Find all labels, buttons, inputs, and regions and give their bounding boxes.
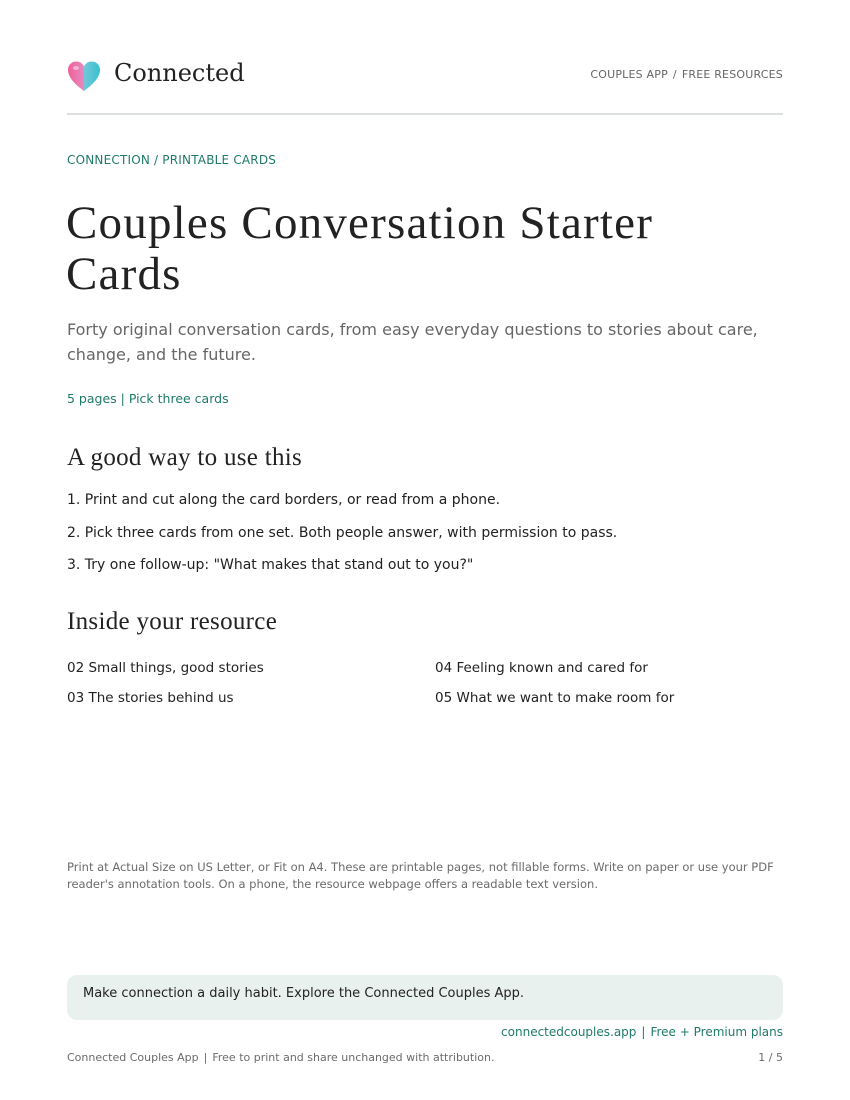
title-line-1: Couples Conversation Starter: [66, 197, 654, 249]
print-note: Print at Actual Size on US Letter, or Fit on A4. These are printable pages, not fillable forms. Write on paper or use your PDF reader's annotation tools. On a phone, the resource webpage offers a readable text version.: [67, 860, 774, 891]
app-cta-banner[interactable]: [67, 975, 783, 1020]
footer-license: Free to print and share unchanged with attribution.: [212, 1051, 495, 1064]
footer-attribution: [67, 1051, 494, 1064]
footer-separator: |: [203, 1051, 208, 1064]
nav-free-resources[interactable]: FREE RESOURCES: [681, 68, 783, 81]
plans-link[interactable]: Free + Premium plans: [650, 1025, 783, 1039]
contents-heading: Inside your resource: [67, 608, 278, 635]
page-subtitle: Forty original conversation cards, from easy everyday questions to stories about care, change, and the future.: [67, 320, 758, 364]
cta-text: Make connection a daily habit. Explore the Connected Couples App.: [83, 986, 525, 1001]
brand-name: Connected: [114, 59, 245, 87]
usage-step: 1. Print and cut along the card borders, or read from a phone.: [67, 492, 501, 508]
contents-item: 03 The stories behind us: [67, 690, 234, 706]
usage-step: 2. Pick three cards from one set. Both people answer, with permission to pass.: [67, 525, 618, 541]
title-line-2: Cards: [66, 248, 182, 300]
contents-item: 05 What we want to make room for: [435, 690, 675, 706]
contents-item: 02 Small things, good stories: [67, 660, 264, 676]
heart-logo-icon: [67, 60, 101, 94]
contents-item: 04 Feeling known and cared for: [435, 660, 648, 676]
site-link[interactable]: connectedcouples.app: [501, 1025, 637, 1039]
resource-meta: 5 pages | Pick three cards: [67, 391, 229, 406]
nav-separator: /: [672, 68, 677, 81]
footer-app-name: Connected Couples App: [67, 1051, 199, 1064]
breadcrumb[interactable]: CONNECTION / PRINTABLE CARDS: [67, 153, 277, 167]
header-divider: [67, 113, 783, 115]
page-title: [66, 198, 706, 300]
page-number: 1 / 5: [758, 1051, 783, 1064]
usage-heading: A good way to use this: [67, 444, 303, 471]
link-separator: |: [641, 1025, 646, 1039]
top-nav: [590, 68, 783, 81]
usage-step: 3. Try one follow-up: "What makes that stand out to you?": [67, 557, 474, 573]
footer-links: [501, 1025, 783, 1039]
nav-couples-app[interactable]: COUPLES APP: [590, 68, 668, 81]
page-header: [67, 57, 783, 95]
